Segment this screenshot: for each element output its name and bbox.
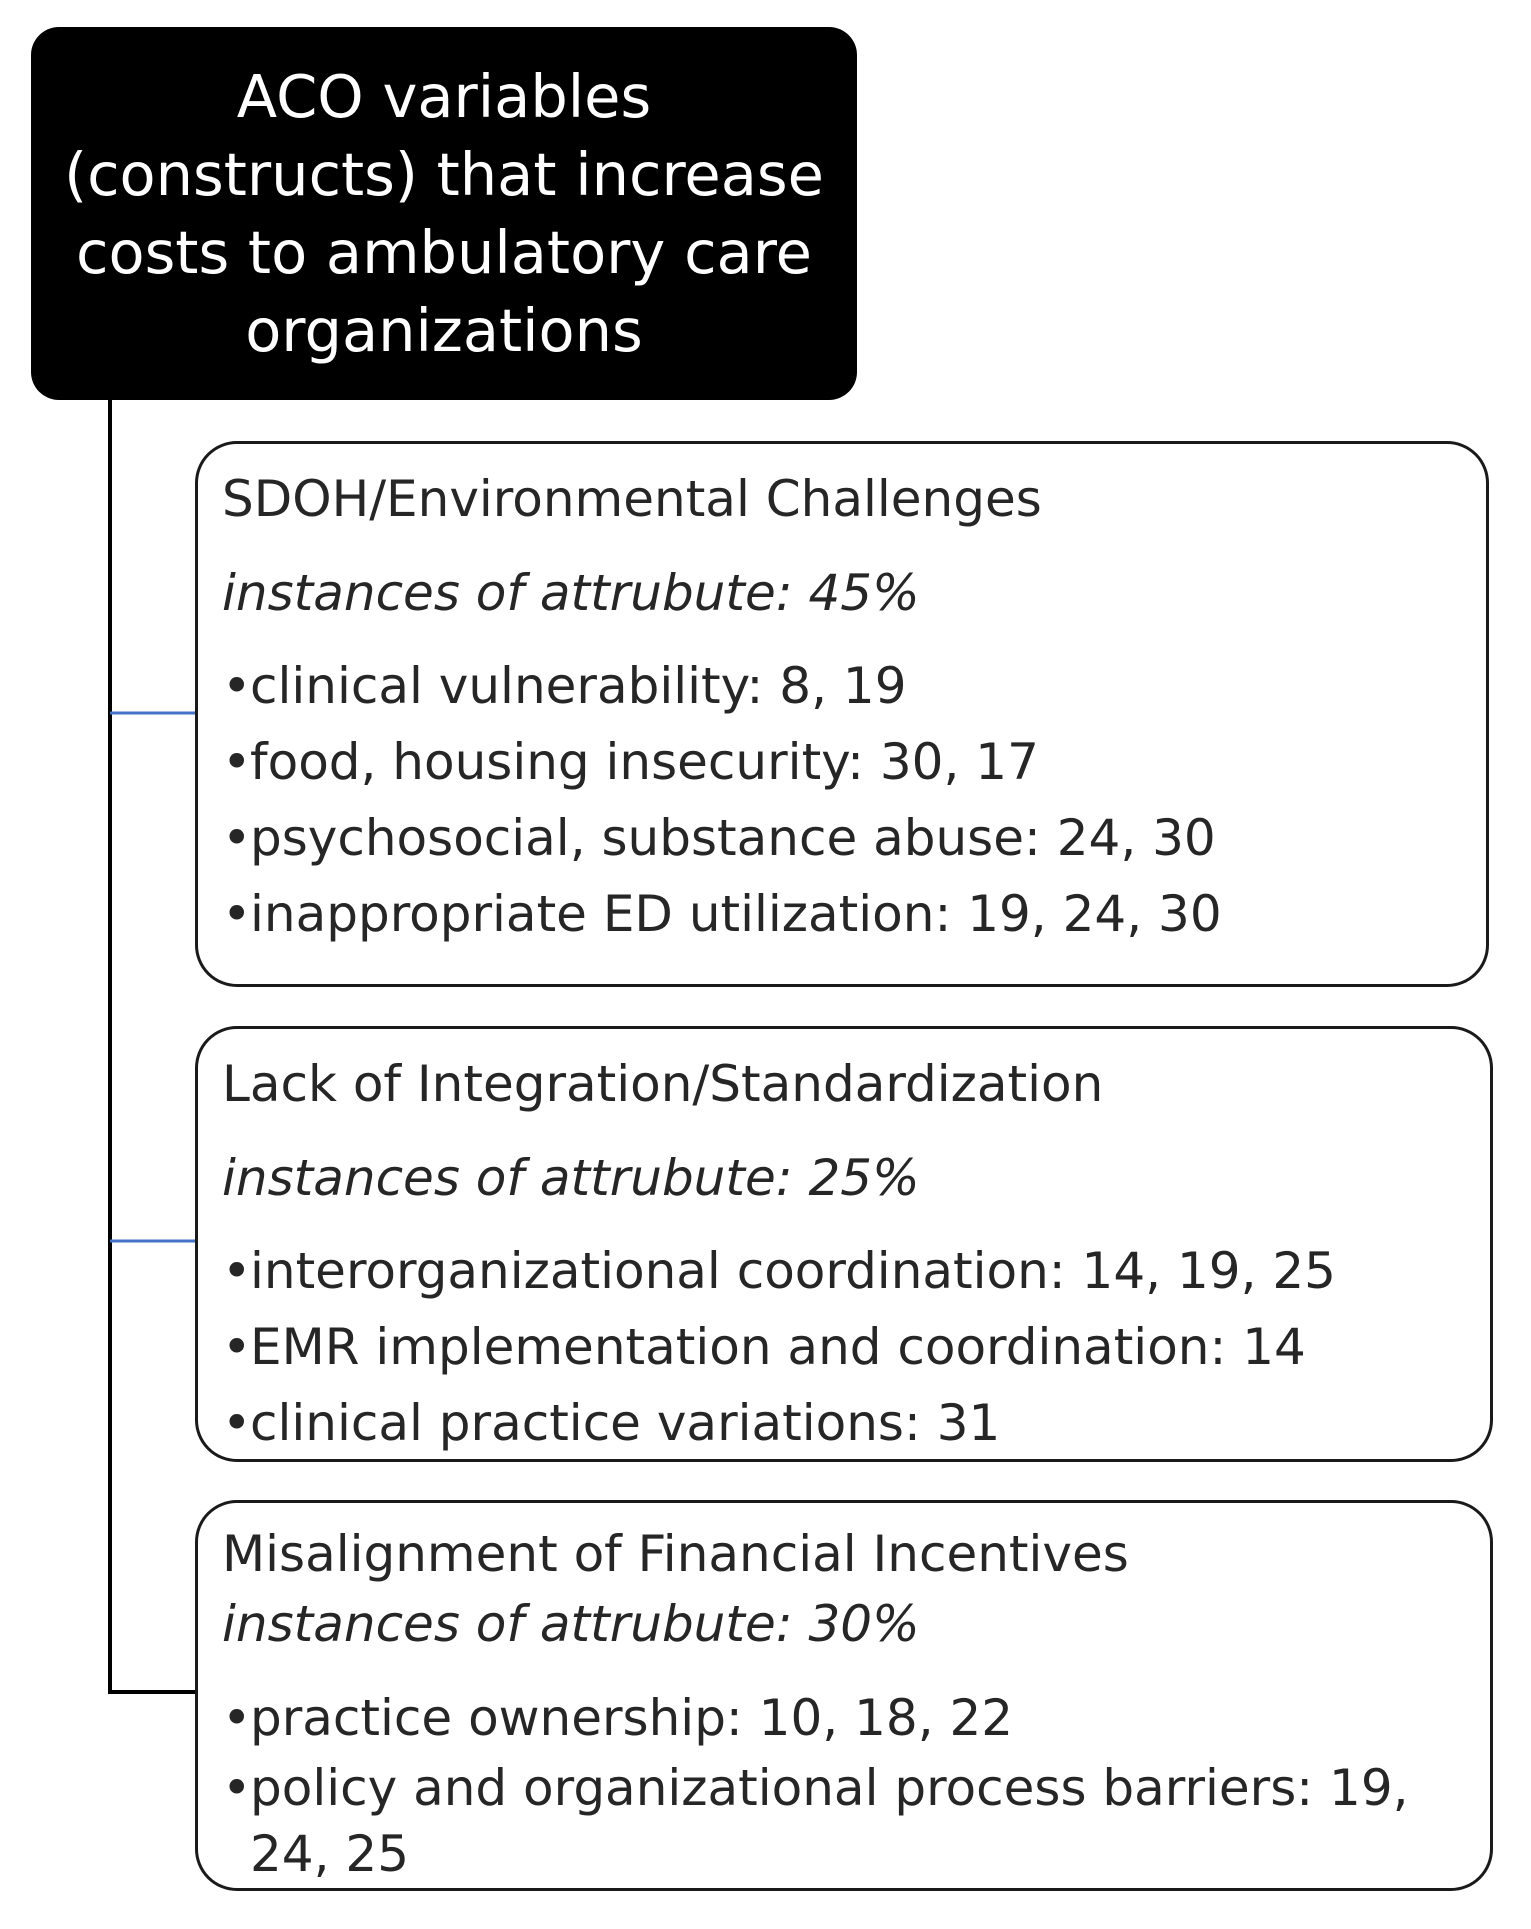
list-item	[222, 1681, 1470, 1755]
bullet: •	[222, 657, 252, 715]
root-title: ACO variables (constructs) that increase costs to ambulatory care organizations	[64, 61, 824, 365]
bullet: •	[222, 1318, 252, 1376]
list-item	[222, 1233, 1470, 1309]
construct-card-financial	[195, 1500, 1493, 1891]
item-text: food, housing insecurity: 30, 17	[250, 733, 1039, 791]
bullet: •	[222, 1689, 252, 1747]
item-text: EMR implementation and coordination: 14	[250, 1318, 1306, 1376]
item-text: psychosocial, substance abuse: 24, 30	[250, 809, 1216, 867]
list-item	[222, 648, 1466, 724]
item-text: clinical practice variations: 31	[250, 1394, 1001, 1452]
construct-title: Lack of Integration/Standardization	[222, 1055, 1104, 1113]
construct-attribute: instances of attrubute: 25%	[222, 1149, 920, 1207]
item-text: interorganizational coordination: 14, 19, 25	[250, 1242, 1336, 1300]
list-item	[222, 876, 1466, 952]
bullet: •	[222, 733, 252, 791]
list-item	[222, 724, 1466, 800]
item-text: clinical vulnerability: 8, 19	[250, 657, 907, 715]
construct-title: SDOH/Environmental Challenges	[222, 470, 1042, 528]
construct-attribute: instances of attrubute: 45%	[222, 564, 920, 622]
construct-attribute: instances of attrubute: 30%	[222, 1595, 920, 1653]
item-text: policy and organizational process barriers: 19, 24, 25	[250, 1759, 1409, 1883]
list-item	[222, 1309, 1470, 1385]
bullet: •	[222, 1242, 252, 1300]
list-item	[222, 1755, 1470, 1887]
construct-item-list	[222, 648, 1466, 952]
item-text: practice ownership: 10, 18, 22	[250, 1689, 1014, 1747]
list-item	[222, 1385, 1470, 1461]
construct-title: Misalignment of Financial Incentives	[222, 1525, 1129, 1583]
item-text: inappropriate ED utilization: 19, 24, 30	[250, 885, 1222, 943]
bullet: •	[222, 1759, 252, 1817]
bullet: •	[222, 1394, 252, 1452]
construct-card-integration	[195, 1026, 1493, 1462]
construct-item-list	[222, 1233, 1470, 1461]
bullet: •	[222, 809, 252, 867]
list-item	[222, 800, 1466, 876]
construct-item-list	[222, 1681, 1470, 1887]
bullet: •	[222, 885, 252, 943]
construct-card-sdoh	[195, 441, 1489, 987]
root-node	[31, 27, 857, 400]
